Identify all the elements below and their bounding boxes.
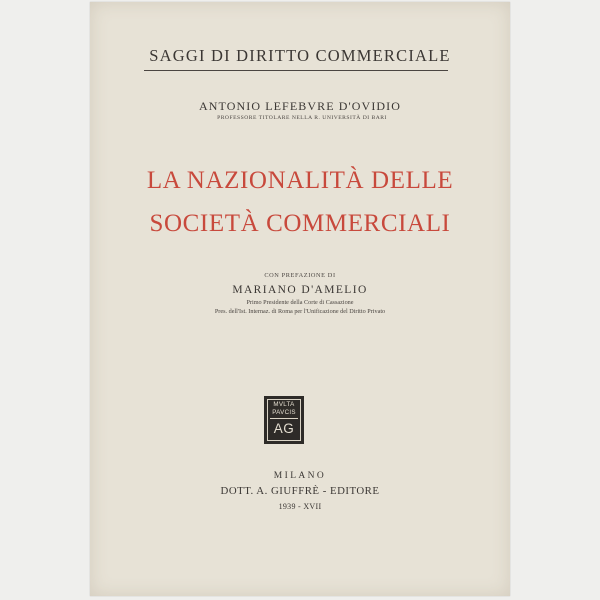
book-title-line-2: SOCIETÀ COMMERCIALI: [149, 210, 451, 237]
preface-author: MARIANO D'AMELIO: [232, 284, 368, 296]
title-page: [90, 2, 510, 596]
preface-intro: CON PREFAZIONE DI: [264, 272, 336, 279]
series-divider: [144, 70, 448, 71]
author-name: ANTONIO LEFEBVRE D'OVIDIO: [198, 99, 402, 113]
book-title-line-1: LA NAZIONALITÀ DELLE: [146, 167, 454, 194]
preface-author-role-1: Primo Presidente della Corte di Cassazione: [246, 299, 354, 306]
publisher-logo: [264, 396, 304, 444]
logo-motto-line-2: PAVCIS: [272, 409, 296, 416]
logo-motto-line-1: MVLTA: [273, 401, 295, 408]
imprint-city: MILANO: [273, 471, 327, 481]
imprint-year: 1939 - XVII: [278, 502, 322, 511]
series-title: SAGGI DI DIRITTO COMMERCIALE: [149, 46, 451, 65]
author-affiliation: PROFESSORE TITOLARE NELLA R. UNIVERSITÀ DI BARI: [217, 115, 387, 121]
preface-author-role-2: Pres. dell'Ist. Internaz. di Roma per l'Unificazione del Diritto Privato: [214, 308, 386, 315]
logo-divider: [270, 418, 298, 419]
logo-monogram: AG: [273, 421, 295, 436]
publisher-logo-frame: [267, 399, 301, 441]
imprint-publisher: DOTT. A. GIUFFRÈ - EDITORE: [220, 485, 380, 497]
